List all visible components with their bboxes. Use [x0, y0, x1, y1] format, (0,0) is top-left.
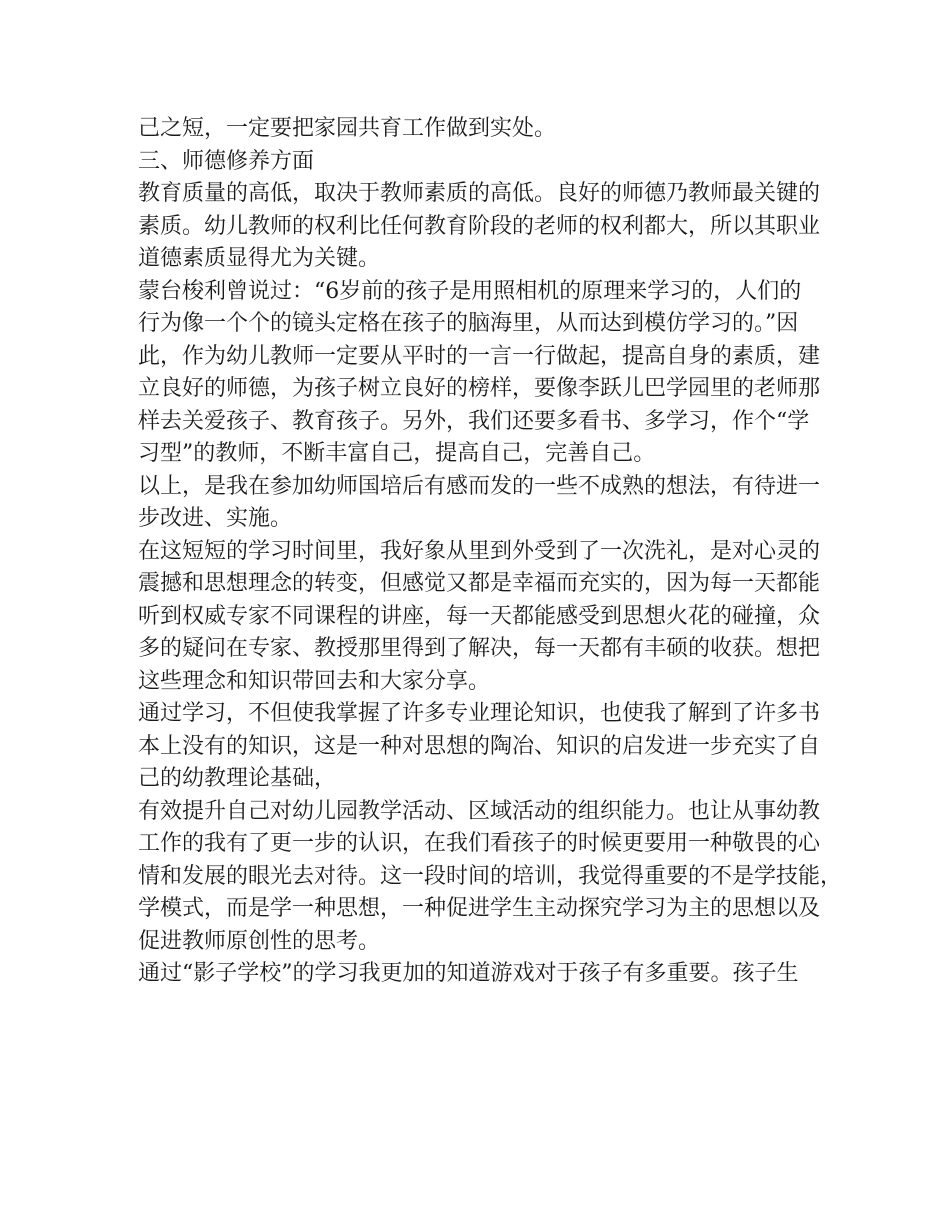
- paragraph: [138, 178, 828, 276]
- text-line: 三、师德修养方面: [138, 148, 315, 174]
- text-line: 己的幼教理论基础，: [138, 766, 337, 791]
- text-line: 步改进、实施。: [138, 506, 293, 531]
- paragraph: [138, 146, 828, 179]
- text-line: 有效提升自己对幼儿园教学活动、区域活动的组织能力。也让从事幼教: [138, 798, 821, 824]
- text-line: 通过“影子学校”的学习我更加的知道游戏对于孩子有多重要。孩子生: [138, 961, 799, 986]
- text-line: 震撼和思想理念的转变，但感觉又都是幸福而充实的，因为每一天都能: [138, 571, 821, 596]
- text-line: 蒙台梭利曾说过：“6岁前的孩子是用照相机的原理来学习的，人们的: [138, 278, 802, 304]
- paragraph: [138, 796, 843, 959]
- text-line: 多的疑问在专家、教授那里得到了解决，每一天都有丰硕的收获。想把: [138, 636, 821, 661]
- text-line: 听到权威专家不同课程的讲座，每一天都能感受到思想火花的碰撞，众: [138, 603, 821, 629]
- document-body: [138, 113, 843, 991]
- text-line: 以上，是我在参加幼师国培后有感而发的一些不成熟的想法，有待进一: [138, 473, 821, 499]
- paragraph: [138, 536, 828, 699]
- paragraph: [138, 276, 828, 471]
- text-line: 教育质量的高低，取决于教师素质的高低。良好的师德乃教师最关键的: [138, 181, 821, 206]
- text-line: 本上没有的知识，这是一种对思想的陶冶、知识的启发进一步充实了自: [138, 733, 821, 759]
- text-line: 行为像一个个的镜头定格在孩子的脑海里，从而达到模仿学习的。”因: [138, 311, 799, 336]
- text-line: 学模式，而是学一种思想，一种促进学生主动探究学习为主的思想以及: [138, 896, 821, 921]
- paragraph: [138, 958, 828, 991]
- text-line: 通过学习，不但使我掌握了许多专业理论知识，也使我了解到了许多书: [138, 701, 821, 726]
- text-line: 工作的我有了更一步的认识，在我们看孩子的时候更要用一种敬畏的心: [138, 831, 821, 856]
- text-line: 促进教师原创性的思考。: [138, 928, 381, 954]
- text-line: 己之短，一定要把家园共育工作做到实处。: [138, 116, 557, 141]
- text-line: 素质。幼儿教师的权利比任何教育阶段的老师的权利都大，所以其职业: [138, 213, 821, 239]
- paragraph: [138, 471, 828, 536]
- text-line: 道德素质显得尤为关键。: [138, 246, 381, 271]
- text-line: 此，作为幼儿教师一定要从平时的一言一行做起，提高自身的素质，建: [138, 343, 821, 369]
- text-line: 立良好的师德，为孩子树立良好的榜样，要像李跃儿巴学园里的老师那: [138, 376, 821, 401]
- paragraph: [138, 113, 828, 146]
- paragraph: [138, 698, 828, 796]
- text-line: 样去关爱孩子、教育孩子。另外，我们还要多看书、多学习，作个“学: [138, 408, 810, 434]
- text-line: 在这短短的学习时间里，我好象从里到外受到了一次洗礼，是对心灵的: [138, 538, 821, 564]
- text-line: 这些理念和知识带回去和大家分享。: [138, 668, 491, 694]
- text-line: 情和发展的眼光去对待。这一段时间的培训，我觉得重要的不是学技能，: [138, 863, 843, 889]
- text-line: 习型”的教师，不断丰富自己，提高自己，完善自己。: [138, 441, 656, 466]
